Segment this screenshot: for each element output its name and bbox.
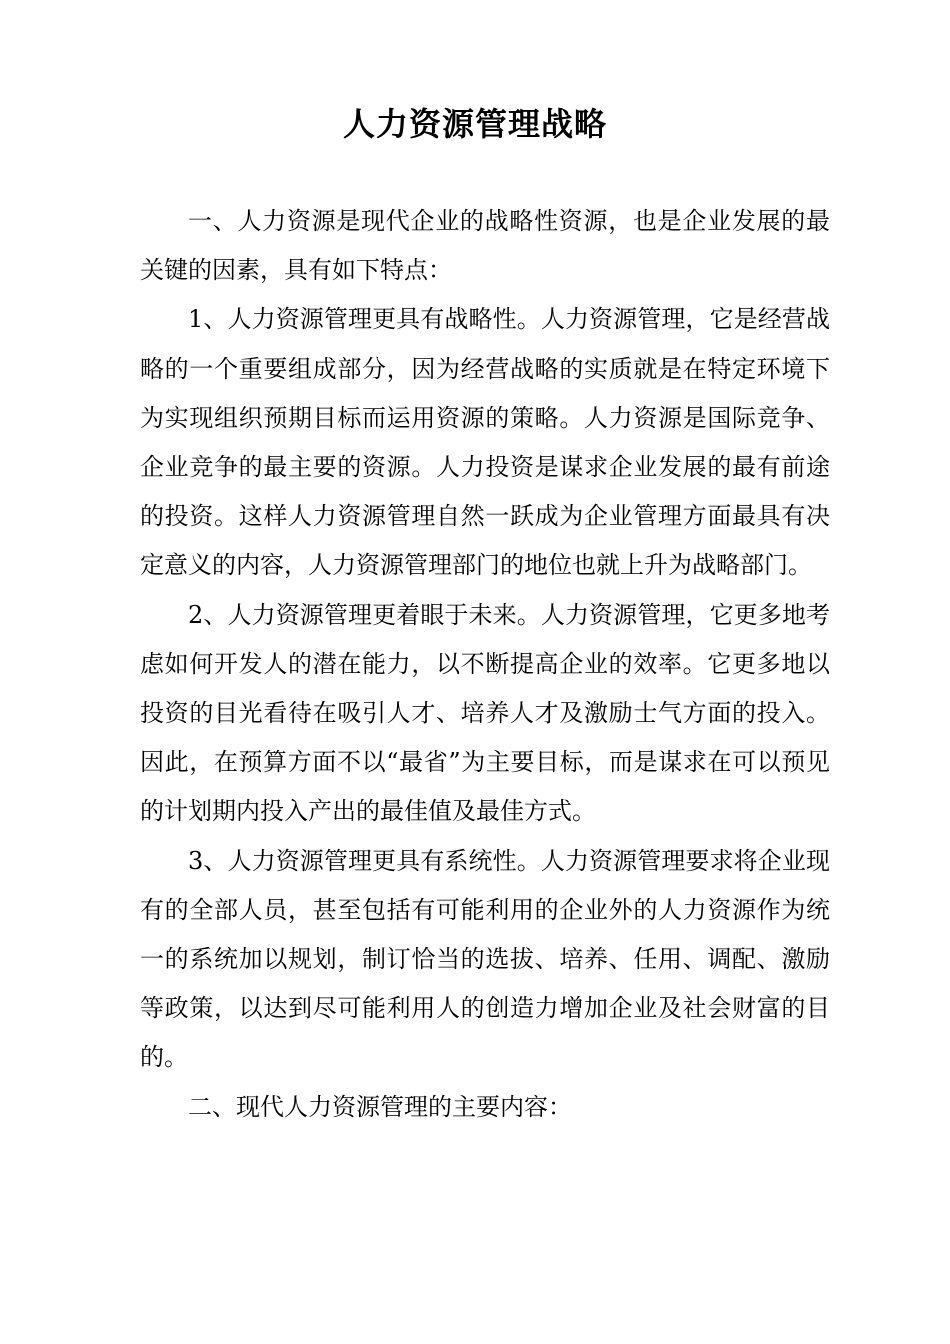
paragraph-point-2: 2、人力资源管理更着眼于未来。人力资源管理，它更多地考虑如何开发人的潜在能力，以不断提高企业的效率。它更多地以投资的目光看待在吸引人才、培养人才及激励士气方面的投入。因此，在预算方面不以“最省”为主要目标，而是谋求在可以预见的计划期内投入产出的最佳值及最佳方式。: [140, 600, 830, 826]
paragraph-point-1: 1、人力资源管理更具有战略性。人力资源管理，它是经营战略的一个重要组成部分，因为经营战略的实质就是在特定环境下为实现组织预期目标而运用资源的策略。人力资源是国际竞争、企业竞争的最主要的资源。人力投资是谋求企业发展的最有前途的投资。这样人力资源管理自然一跃成为企业管理方面最具有决定意义的内容，人力资源管理部门的地位也就上升为战略部门。: [140, 305, 830, 580]
paragraph-intro: 一、人力资源是现代企业的战略性资源，也是企业发展的最关键的因素，具有如下特点：: [140, 207, 830, 285]
paragraph-section-2: 二、现代人力资源管理的主要内容：: [188, 1092, 572, 1121]
paragraph-point-3: 3、人力资源管理更具有系统性。人力资源管理要求将企业现有的全部人员，甚至包括有可能利用的企业外的人力资源作为统一的系统加以规划，制订恰当的选拔、培养、任用、调配、激励等政策，以达到尽可能利用人的创造力增加企业及社会财富的目的。: [140, 846, 830, 1072]
document-title: 人力资源管理战略: [342, 105, 607, 143]
document-body: [140, 197, 830, 1132]
